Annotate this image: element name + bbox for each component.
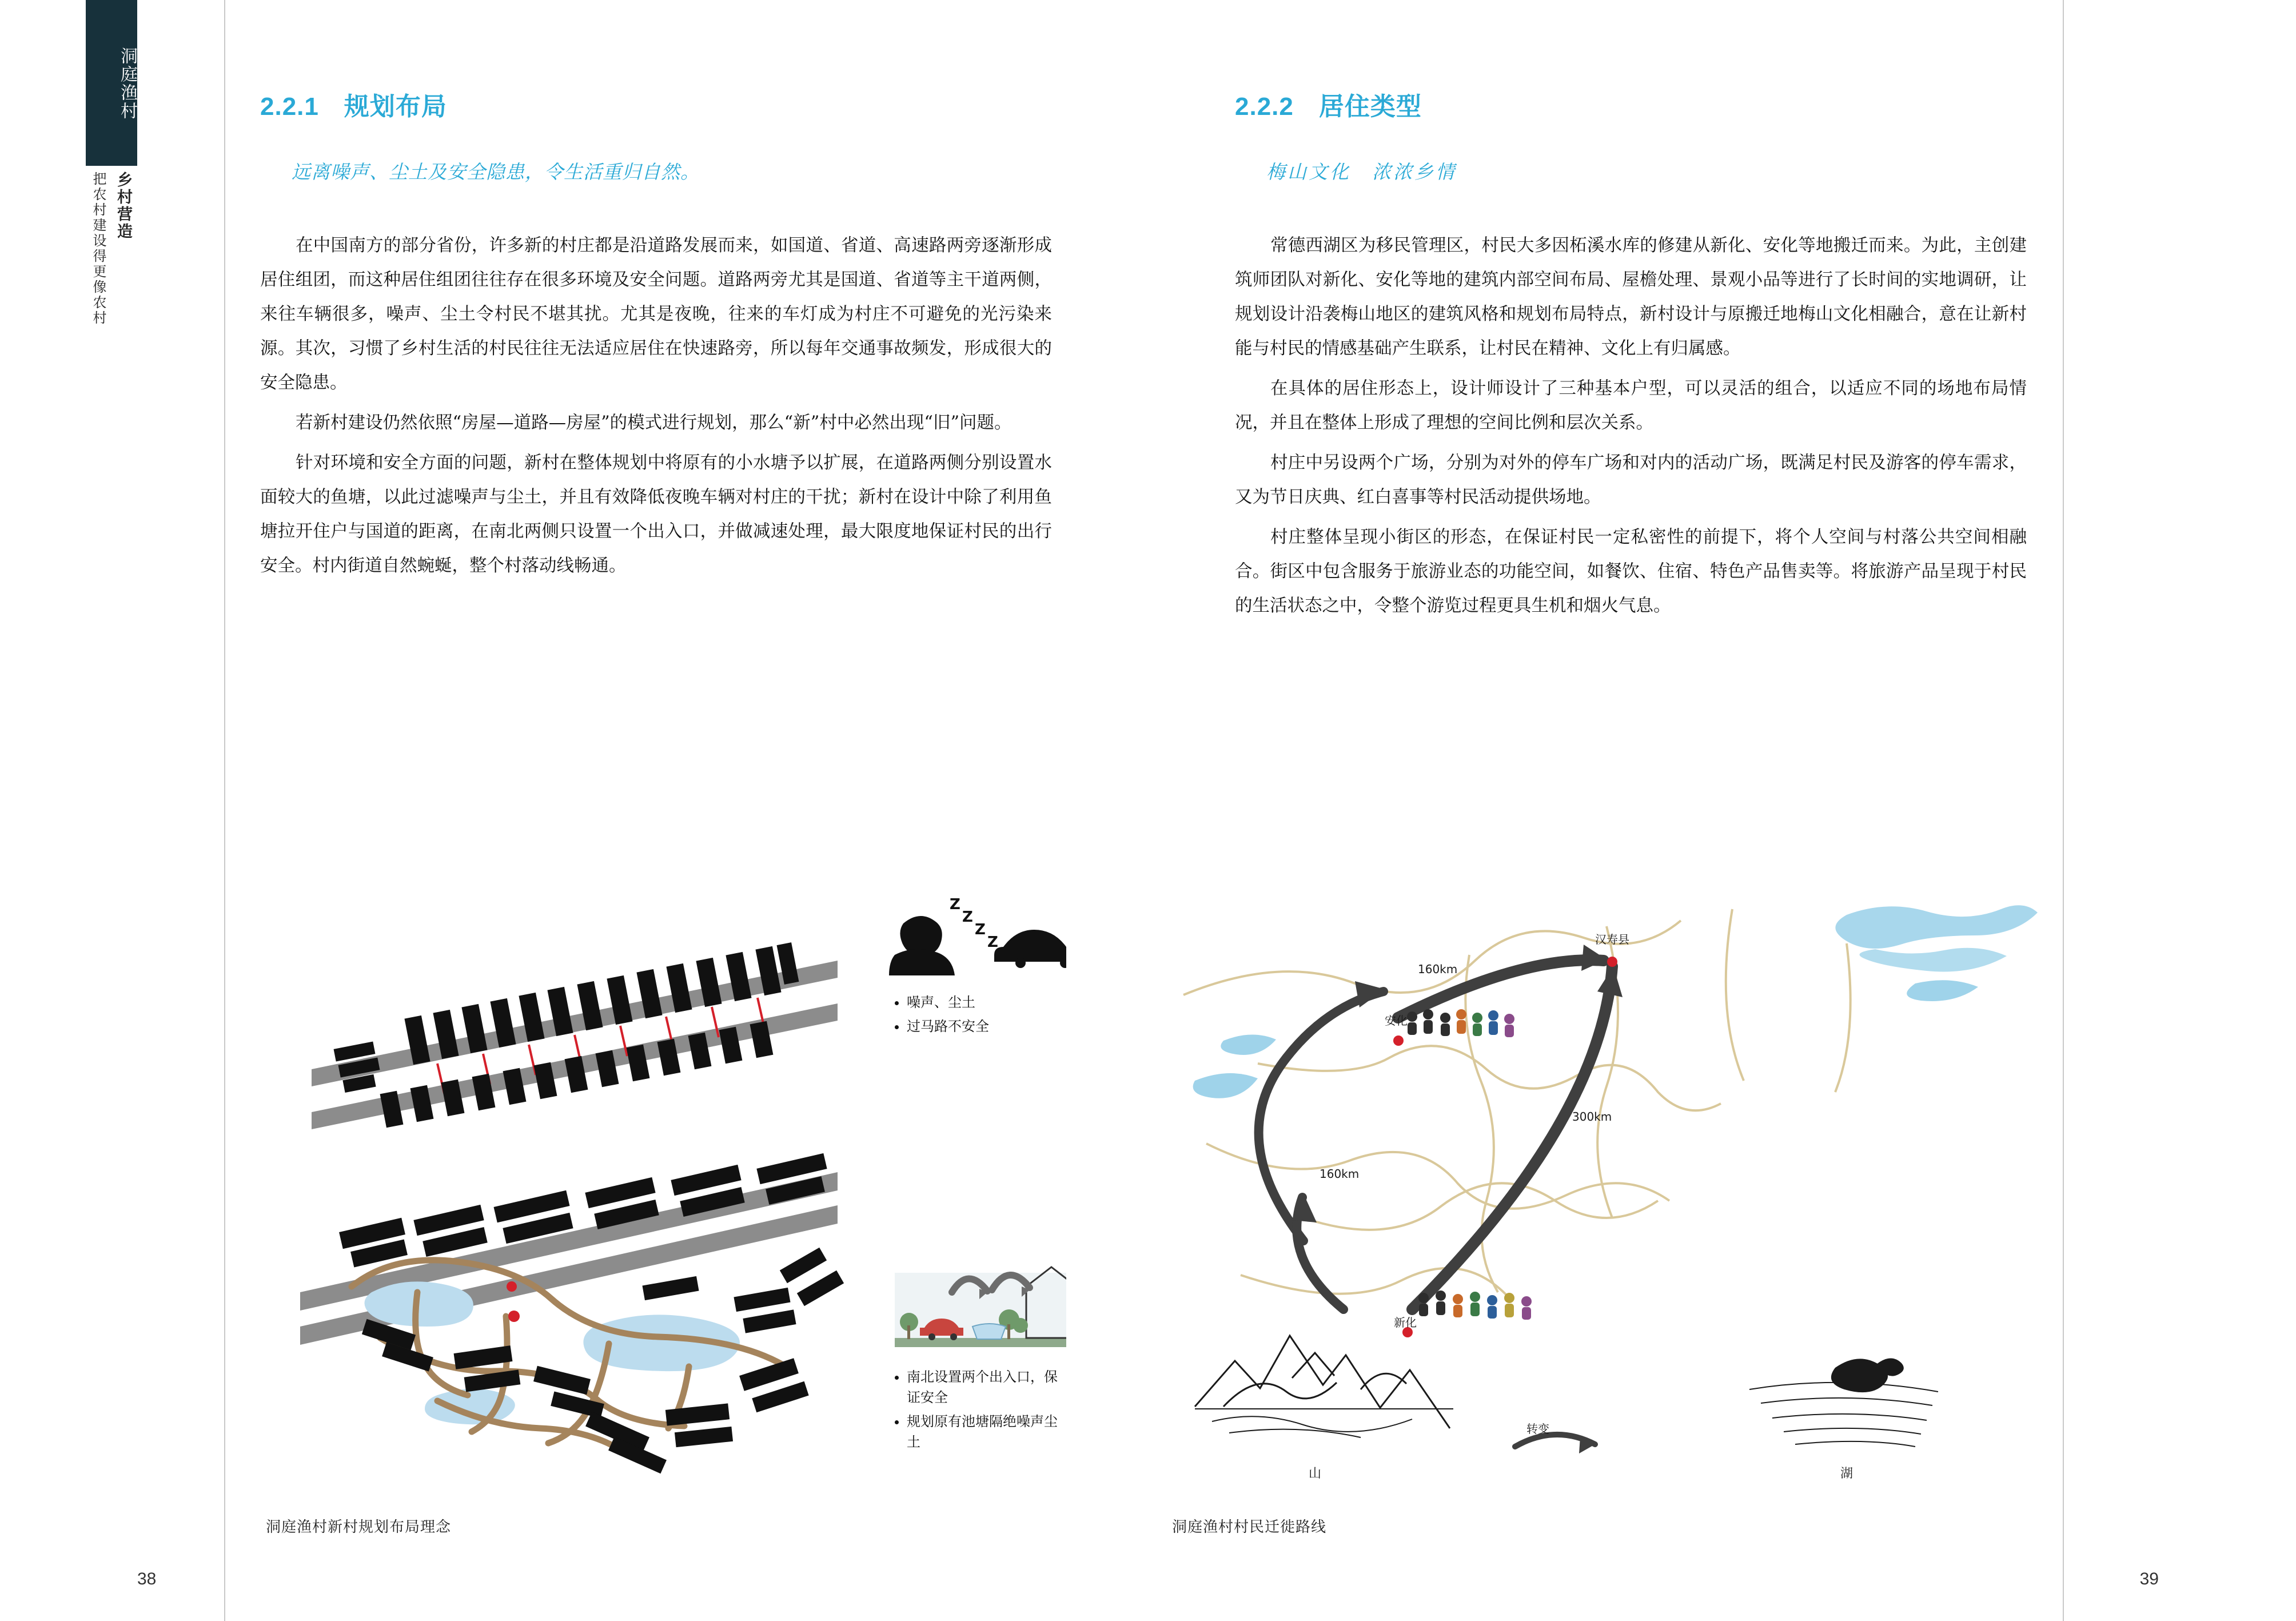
migration-map bbox=[1172, 875, 2041, 1498]
annotation-crossing: • 过马路不安全 bbox=[907, 1016, 1063, 1037]
distance-label-1: 160km bbox=[1418, 962, 1458, 976]
annotation-entrances: • 南北设置两个出入口，保证安全 bbox=[907, 1367, 1063, 1408]
top-annotation-list bbox=[892, 992, 1063, 1040]
side-tab-title: 洞庭渔村 bbox=[117, 47, 137, 120]
section-illustration bbox=[895, 1267, 1066, 1347]
right-section-title: 居住类型 bbox=[1318, 92, 1422, 121]
side-tab-subtitle bbox=[86, 172, 137, 326]
left-section-title: 规划布局 bbox=[344, 92, 447, 121]
transform-label: 转变 bbox=[1526, 1422, 1549, 1436]
left-lede: 远离噪声、尘土及安全隐患，令生活重归自然。 bbox=[292, 161, 700, 183]
right-section-heading bbox=[1235, 86, 1422, 122]
bottom-label-mountain: 山 bbox=[1308, 1467, 1322, 1481]
city-label-hanshou: 汉寿县 bbox=[1595, 933, 1629, 946]
bottom-label-lake: 湖 bbox=[1840, 1467, 1853, 1481]
annotation-ponds: • 规划原有池塘隔绝噪声尘土 bbox=[907, 1411, 1063, 1452]
right-paragraph-1: 常德西湖区为移民管理区，村民大多因柘溪水库的修建从新化、安化等地搬迁而来。为此，主创建筑师团队对新化、安化等地的建筑内部空间布局、屋檐处理、景观小品等进行了长时间的实地调研，让规划设计沿袭梅山地区的建筑风格和规划布局特点，新村设计与原搬迁地梅山文化相融合，意在让新村能与村民的情感基础产生联系，让村民在精神、文化上有归属感。 bbox=[1235, 236, 2027, 359]
right-figure-caption: 洞庭渔村村民迁徙路线 bbox=[1172, 1519, 1327, 1536]
left-content-column bbox=[260, 0, 1061, 1621]
bottom-scenario bbox=[300, 1153, 844, 1473]
folio-right: 39 bbox=[2139, 1570, 2159, 1588]
right-lede: 梅山文化 浓浓乡情 bbox=[1266, 161, 1457, 183]
side-tab bbox=[86, 0, 137, 166]
right-paragraph-4: 村庄整体呈现小街区的形态，在保证村民一定私密性的前提下，将个人空间与村落公共空间相融合。街区中包含服务于旅游业态的功能空间，如餐饮、住宿、特色产品售卖等。将旅游产品呈现于村民的生活状态之中，令整个游览过程更具生机和烟火气息。 bbox=[1235, 527, 2027, 616]
svg-text:Z: Z bbox=[987, 934, 998, 951]
entrance-marker-south bbox=[507, 1281, 517, 1292]
right-section-number: 2.2.2 bbox=[1235, 93, 1294, 121]
margin-rule-right bbox=[2063, 0, 2064, 1621]
entrance-marker-north bbox=[508, 1311, 520, 1322]
people-cluster-xinhua bbox=[1418, 1291, 1532, 1320]
distance-label-2: 160km bbox=[1320, 1167, 1360, 1181]
left-section-heading bbox=[260, 86, 447, 122]
right-paragraph-2: 在具体的居住形态上，设计师设计了三种基本户型，可以灵活的组合，以适应不同的场地布局情况，并且在整体上形成了理想的空间比例和层次关系。 bbox=[1235, 379, 2027, 433]
top-scenario bbox=[312, 942, 838, 1129]
left-section-number: 2.2.1 bbox=[260, 93, 319, 121]
left-figure-caption: 洞庭渔村新村规划布局理念 bbox=[266, 1519, 452, 1536]
right-body bbox=[1235, 229, 2027, 629]
sleep-illustration bbox=[889, 896, 1066, 975]
left-paragraph-1: 在中国南方的部分省份，许多新的村庄都是沿道路发展而来，如国道、省道、高速路两旁逐渐形成居住组团，而这种居住组团往往存在很多环境及安全问题。道路两旁尤其是国道、省道等主干道两侧，来往车辆很多，噪声、尘土令村民不堪其扰。尤其是夜晚，往来的车灯成为村庄不可避免的光污染来源。其次，习惯了乡村生活的村民往往无法适应居住在快速路旁，所以每年交通事故频发，形成很大的安全隐患。 bbox=[260, 236, 1052, 393]
side-tab-subtitle-main: 乡村营造 bbox=[114, 172, 132, 240]
folio-left: 38 bbox=[137, 1570, 157, 1588]
annotation-noise: • 噪声、尘土 bbox=[907, 992, 1063, 1013]
left-body bbox=[260, 229, 1052, 589]
side-tab-subtitle-sub: 把农村建设得更像农村 bbox=[90, 172, 106, 326]
svg-text:Z: Z bbox=[950, 896, 960, 913]
svg-text:Z: Z bbox=[962, 909, 973, 926]
right-paragraph-3: 村庄中另设两个广场，分别为对外的停车广场和对内的活动广场，既满足村民及游客的停车需求，又为节日庆典、红白喜事等村民活动提供场地。 bbox=[1235, 453, 2027, 507]
left-figure bbox=[266, 892, 1066, 1510]
ink-boat bbox=[1831, 1358, 1904, 1392]
left-paragraph-3: 针对环境和安全方面的问题，新村在整体规划中将原有的小水塘予以扩展，在道路两侧分别设置水面较大的鱼塘，以此过滤噪声与尘土，并且有效降低夜晚车辆对村庄的干扰；新村在设计中除了利用鱼塘拉开住户与国道的距离，在南北两侧只设置一个出入口，并做减速处理，最大限度地保证村民的出行安全。村内街道自然蜿蜒，整个村落动线畅通。 bbox=[260, 453, 1052, 576]
left-paragraph-2: 若新村建设仍然依照“房屋—道路—房屋”的模式进行规划，那么“新”村中必然出现“旧”问题。 bbox=[296, 413, 1012, 433]
city-label-xinhua: 新化 bbox=[1394, 1316, 1417, 1329]
right-content-column bbox=[1172, 0, 2035, 1621]
city-label-anhua: 安化 bbox=[1385, 1014, 1408, 1027]
right-figure bbox=[1172, 875, 2041, 1498]
ink-mountains bbox=[1195, 1336, 1453, 1437]
svg-text:Z: Z bbox=[975, 921, 986, 938]
people-cluster-anhua bbox=[1407, 1009, 1514, 1037]
right-page bbox=[1148, 0, 2296, 1621]
margin-rule-left bbox=[224, 0, 225, 1621]
bottom-annotation-list bbox=[892, 1367, 1063, 1456]
ink-lake bbox=[1749, 1383, 1938, 1447]
distance-label-3: 300km bbox=[1572, 1110, 1612, 1124]
